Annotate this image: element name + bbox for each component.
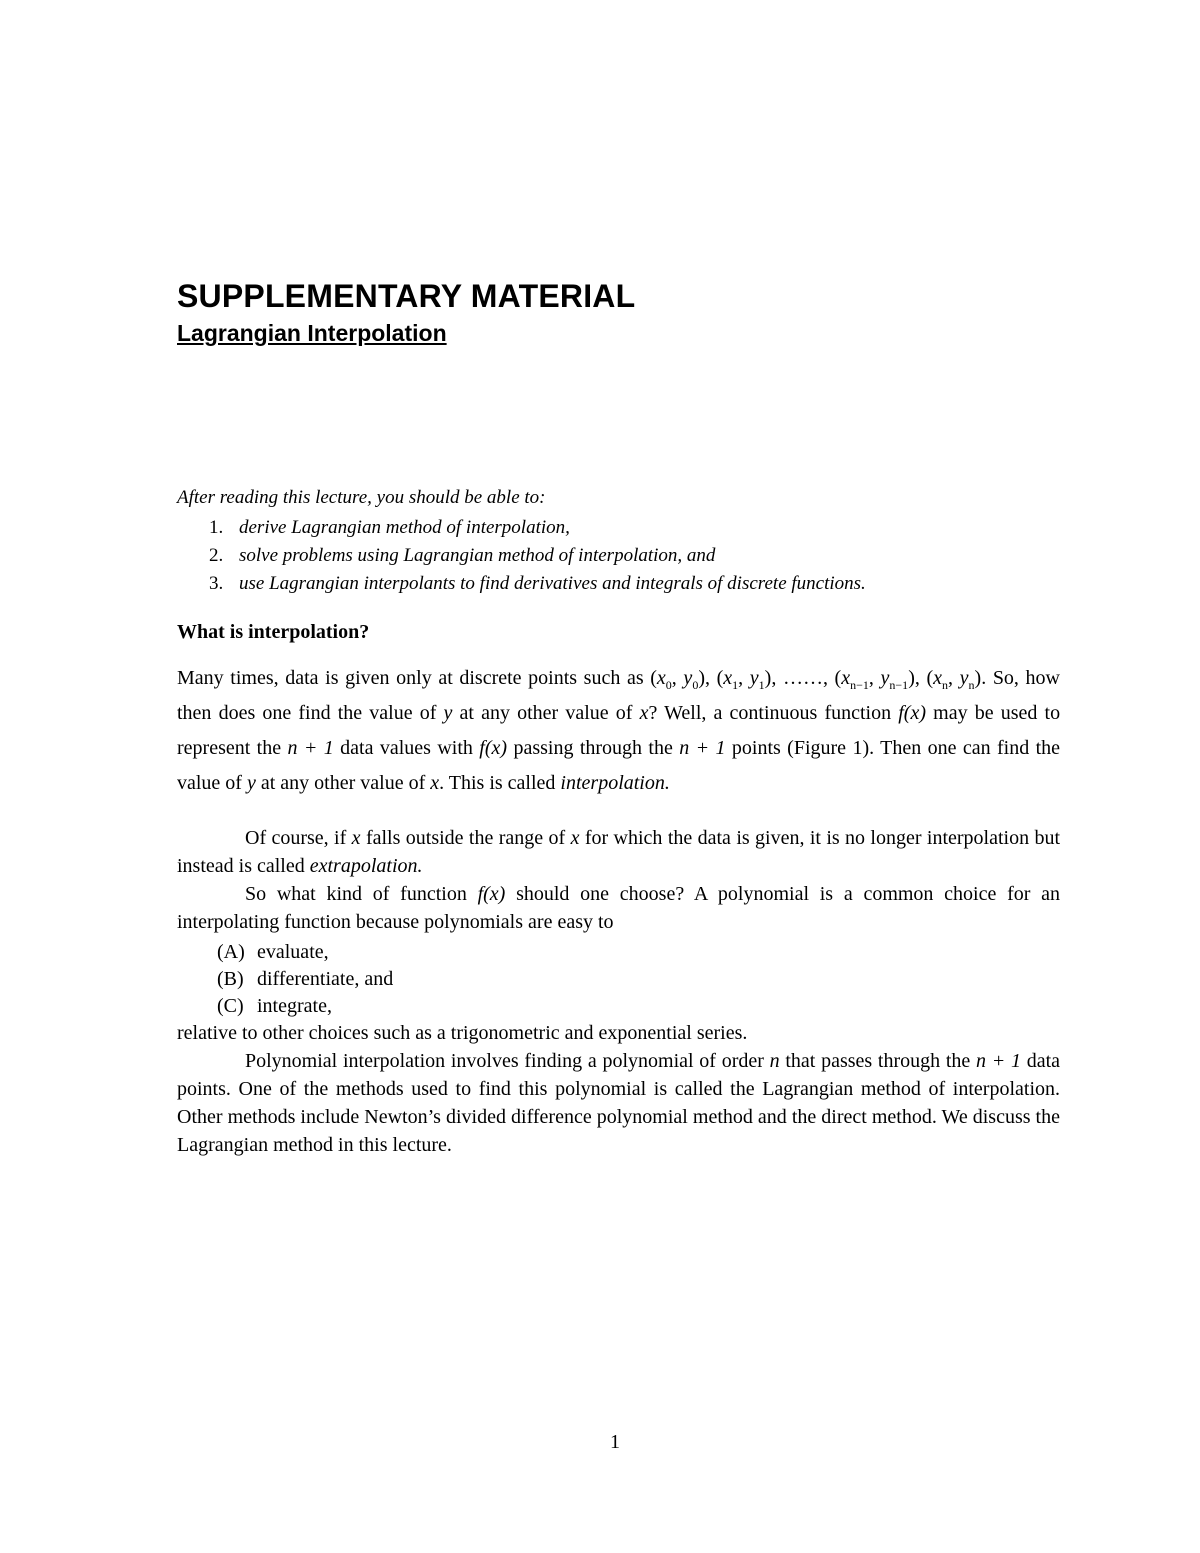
list-item [209,514,866,542]
paragraph-polynomial-choice: So what kind of function f(x) should one choose? A polynomial is a common choice for an interpolating function because polynomials are easy to [177,883,1061,933]
list-item-text: differentiate, and [257,968,394,990]
list-item-text: solve problems using Lagrangian method of interpolation, and [239,545,716,566]
paragraph-interpolation-definition: Many times, data is given only at discrete points such as ($x_0$, $y_0$), ($x_1$, $y_1$), ……, ($x_{n-1}$, $y_{n-1}$), ($x_n$, $y_n$). So, how then does one find the value of y at any other value of x? Well, a continuous function f(x) may be used to represent the n + 1 data values with f(x) passing through the n + 1 points (Figure 1). Then one can find the value of y at any other value of x. This is called interpolation. [177,667,1061,794]
list-item-text: use Lagrangian interpolants to find derivatives and integrals of discrete functions. [239,573,866,594]
list-item-key: (A) [217,941,245,963]
list-item-text: evaluate, [257,941,329,963]
objectives-list [209,514,866,598]
list-item-text: derive Lagrangian method of interpolation, [239,517,570,538]
objectives-intro: After reading this lecture, you should be able to: [177,487,546,508]
list-item [209,542,866,570]
section-heading: What is interpolation? [177,621,370,643]
list-item-key: (C) [217,995,244,1017]
list-item-number: 2. [209,545,224,566]
document-title: SUPPLEMENTARY MATERIAL [177,278,636,314]
paragraph-polynomial-interpolation: Polynomial interpolation involves finding a polynomial of order n that passes through the n + 1 data points. One of the methods used to find this polynomial is called the Lagrangian method of interpolation. Other methods include Newton’s divided difference polynomial method and the direct method. We discuss the Lagrangian method in this lecture. [177,1050,1061,1156]
list-item-text: integrate, [257,995,332,1017]
paragraph-extrapolation: Of course, if x falls outside the range of x for which the data is given, it is no longer interpolation but instead is called extrapolation. [177,827,1061,877]
list-item [217,993,393,1020]
list-item-key: (B) [217,968,244,990]
document-subtitle: Lagrangian Interpolation [177,320,447,346]
list-item [217,939,393,966]
page-number: 1 [610,1431,620,1453]
paragraph-relative-choices: relative to other choices such as a trigonometric and exponential series. [177,1022,748,1044]
polynomial-properties-list [217,939,393,1020]
list-item [217,966,393,993]
list-item-number: 1. [209,517,224,538]
list-item [209,570,866,598]
list-item-number: 3. [209,573,224,594]
